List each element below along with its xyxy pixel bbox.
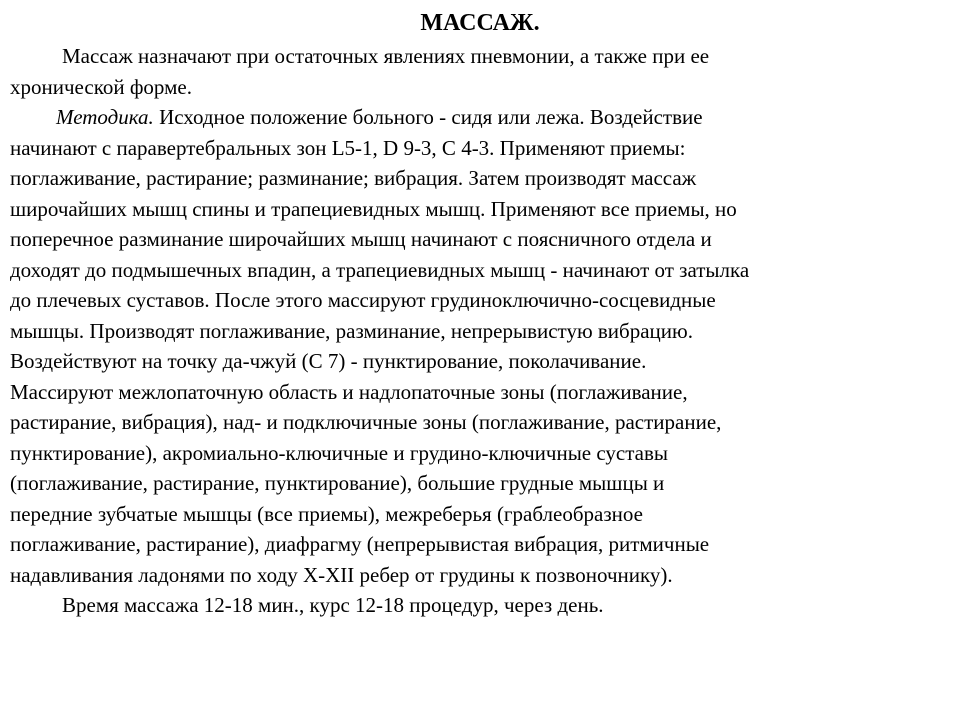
text-line: поглаживание, растирание), диафрагму (непрерывистая вибрация, ритмичные: [10, 532, 710, 556]
text-line: передние зубчатые мышцы (все приемы), межреберья (граблеобразное: [10, 501, 643, 526]
text-line: до плечевых суставов. После этого массируют грудиноключично-сосцевидные: [10, 288, 716, 312]
text-fragment: Исходное положение больного - сидя или лежа. Воздействие: [153, 105, 703, 129]
text-line: [10, 102, 950, 133]
text-line: широчайших мышц спины и трапециевидных мышц. Применяют все приемы, но: [10, 196, 737, 221]
text-line: Время массажа 12-18 мин., курс 12-18 процедур, через день.: [62, 593, 604, 617]
text-line: доходят до подмышечных впадин, а трапециевидных мышц - начинают от затылка: [10, 257, 750, 282]
paragraph-indications: [10, 41, 950, 102]
text-line: хронической форме.: [10, 74, 192, 99]
slide-title: МАССАЖ.: [420, 10, 540, 36]
paragraph-methodology: [10, 102, 950, 590]
text-line: надавливания ладонями по ходу X-XII ребер от грудины к позвоночнику).: [10, 562, 673, 587]
text-line: Массаж назначают при остаточных явлениях пневмонии, а также при ее: [62, 44, 710, 68]
paragraph-duration: [10, 590, 950, 621]
text-line: мышцы. Производят поглаживание, разминание, непрерывистую вибрацию.: [10, 318, 693, 343]
text-line: начинают с паравертебральных зон L5-1, D 9-3, C 4-3. Применяют приемы:: [10, 135, 686, 160]
text-line: Воздействуют на точку да-чжуй (С 7) - пунктирование, поколачивание.: [10, 349, 647, 373]
text-line: растирание, вибрация), над- и подключичные зоны (поглаживание, растирание,: [10, 410, 722, 434]
text-line: пунктирование), акромиально-ключичные и грудино-ключичные суставы: [10, 440, 669, 465]
text-line: (поглаживание, растирание, пунктирование), большие грудные мышцы и: [10, 471, 665, 495]
text-line: поглаживание, растирание; разминание; вибрация. Затем производят массаж: [10, 166, 697, 190]
methodology-label: Методика.: [56, 105, 154, 129]
text-line: Массируют межлопаточную область и надлопаточные зоны (поглаживание,: [10, 379, 688, 404]
text-line: поперечное разминание широчайших мышц начинают с поясничного отдела и: [10, 227, 712, 251]
